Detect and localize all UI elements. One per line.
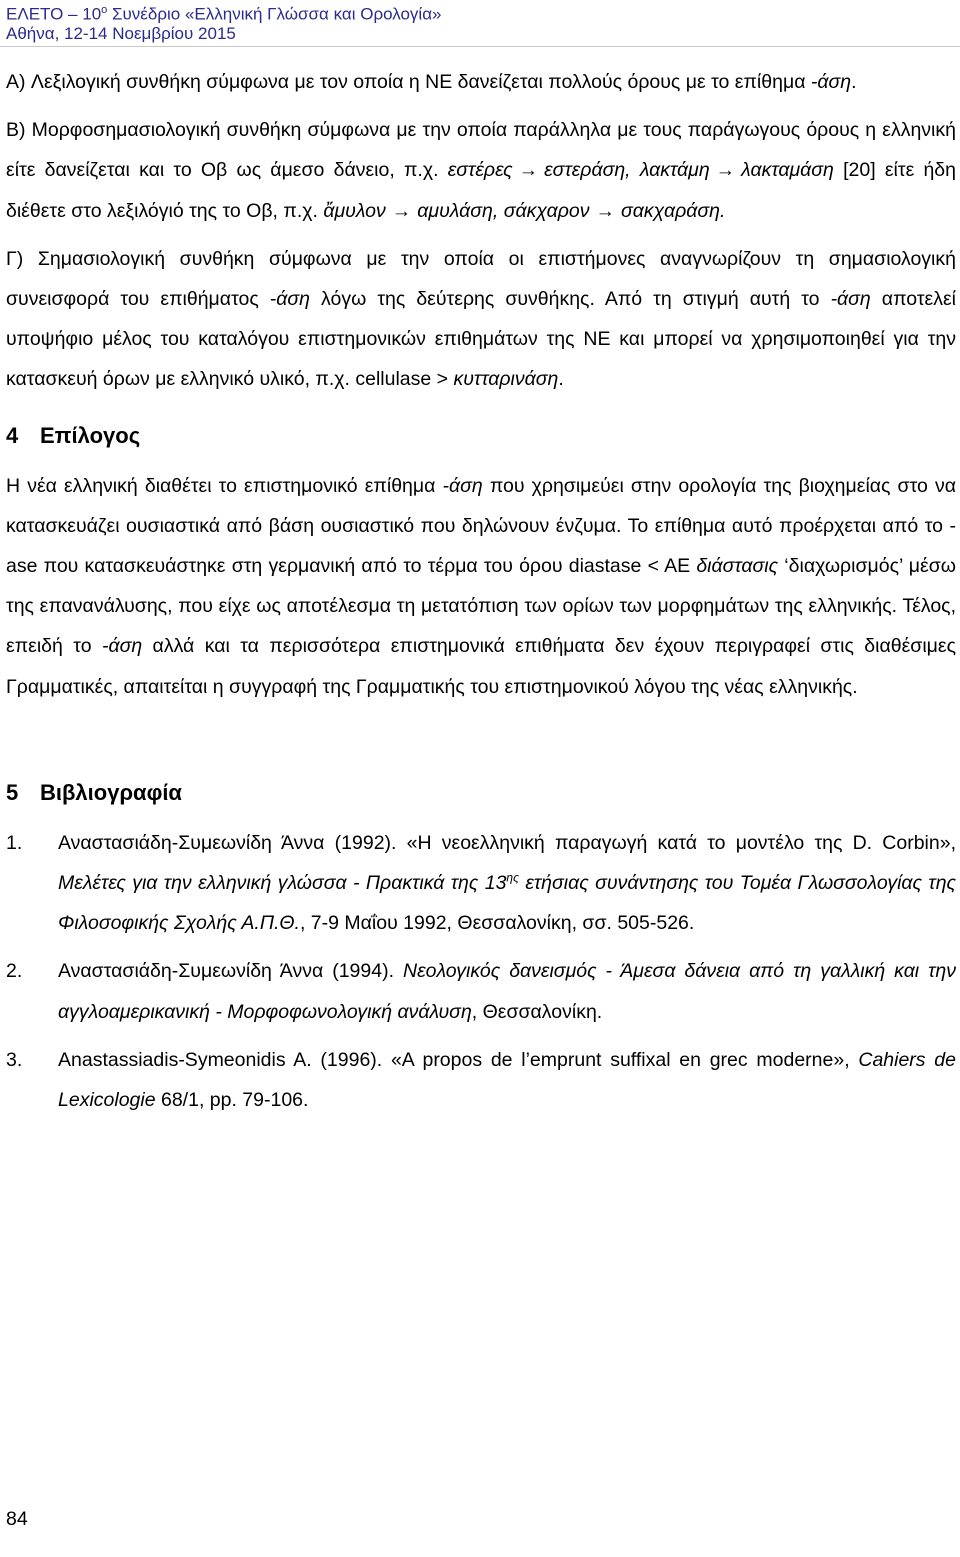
arrow-icon: →: [391, 199, 412, 222]
suffix-term: -άση: [810, 71, 852, 93]
suffix-term: -άση: [101, 635, 143, 658]
section-number: 4: [6, 422, 19, 448]
bibliography-item: [6, 1040, 956, 1120]
example-term: λακταμάση: [741, 159, 834, 182]
section-title: Βιβλιογραφία: [40, 779, 182, 805]
conference-title-suffix: Συνέδριο «Ελληνική Γλώσσα και Ορολογία»: [107, 4, 442, 24]
reference-title: Cahiers de Lexicologie: [58, 1048, 956, 1112]
example-term: εστέρες: [447, 159, 513, 182]
paragraph-a-end: .: [851, 71, 857, 93]
arrow-icon: →: [715, 159, 736, 182]
reference-details: 68/1, pp. 79-106.: [155, 1089, 309, 1112]
reference-title: Νεολογικός δανεισμός - Άμεσα δάνεια από τη γαλλική και την αγγλοαμερικανική - Μορφοφωνολογική ανάλυση: [58, 960, 956, 1023]
paragraph-c-text-3: αποτελεί υποψήφιο μέλος του καταλόγου επιστημονικών επιθημάτων της ΝΕ και μπορεί να χρησιμοποιηθεί για την κατασκευή όρων με ελληνικό υλικό, π.χ. cellulase >: [6, 288, 956, 391]
suffix-term: -άση: [830, 288, 871, 311]
section-title: Επίλογος: [40, 422, 141, 448]
epilogue-text-2: που χρησιμεύει στην ορολογία της βιοχημείας στο να κατασκευάζει ουσιαστικά από βάση ουσιαστικό που δηλώνουν ένζυμα. Το επίθημα αυτό προέρχεται από το -ase που κατασκευάστηκε στη γερμανική από το τέρμα του όρου diastase < AE: [6, 474, 956, 578]
reference-number: 1.: [6, 831, 23, 854]
section-number: 5: [6, 779, 19, 805]
example-term: σακχαράση.: [621, 199, 726, 222]
example-term: σάκχαρον: [503, 199, 590, 222]
reference-title: Μελέτες για την ελληνική γλώσσα - Πρακτικά της 13: [58, 872, 507, 895]
document-body: [6, 62, 956, 1128]
bibliography-list: [6, 823, 956, 1120]
running-header: [0, 0, 960, 47]
paragraph-b: [6, 110, 956, 231]
paragraph-a: [6, 62, 956, 102]
paragraph-c: [6, 239, 956, 400]
example-term: ἄμυλον: [323, 199, 386, 222]
example-term: εστεράση,: [544, 159, 631, 182]
paragraph-b-text: B) Μορφοσημασιολογική συνθήκη σύμφωνα με την οποία παράλληλα με τους παράγωγους όρους η ελληνική είτε δανείζεται και το Οβ ως άμεσο δάνειο, π.χ.: [6, 119, 956, 182]
reference-text: Αναστασιάδη-Συμεωνίδη Άννα (1992). «Η νεοελληνική παραγωγή κατά το μοντέλο της D. Corbin»,: [58, 831, 956, 854]
conference-ordinal: ο: [101, 4, 108, 16]
reference-text: Αναστασιάδη-Συμεωνίδη Άννα (1994).: [58, 960, 403, 983]
paragraph-c-end: .: [558, 368, 564, 391]
section-heading-bibliography: [6, 773, 956, 813]
reference-details: , Θεσσαλονίκη.: [471, 1000, 603, 1023]
paragraph-b-text-2: [20] είτε ήδη διέθετε στο λεξιλόγιό της το Οβ, π.χ.: [6, 159, 957, 222]
reference-number: 2.: [6, 960, 23, 983]
ordinal-superscript: ης: [506, 870, 519, 885]
suffix-term: -άση: [442, 474, 483, 497]
example-term: λακτάμη: [639, 159, 710, 182]
arrow-icon: →: [595, 199, 616, 222]
arrow-icon: →: [518, 159, 539, 182]
conference-title: [6, 4, 442, 25]
paragraph-c-text-2: λόγω της δεύτερης συνθήκης. Από τη στιγμή αυτή το: [309, 288, 831, 311]
epilogue-paragraph: [6, 466, 956, 707]
example-term: αμυλάση,: [417, 199, 499, 222]
paragraph-a-text: A) Λεξιλογική συνθήκη σύμφωνα με τον οποία η ΝΕ δανείζεται πολλούς όρους με το επίθημα: [6, 71, 811, 93]
paragraph-c-text: Γ) Σημασιολογική συνθήκη σύμφωνα με την οποία οι επιστήμονες αναγνωρίζουν τη σημασιολογική συνεισφορά του επιθήματος: [6, 247, 956, 311]
epilogue-text-4: αλλά και τα περισσότερα επιστημονικά επιθήματα δεν έχουν περιγραφεί στις διαθέσιμες Γραμματικές, απαιτείται η συγγραφή της Γραμματικής του επιστημονικού λόγου της νέας ελληνικής.: [6, 635, 956, 698]
suffix-term: -άση: [269, 288, 310, 311]
section-heading-epilogue: [6, 416, 956, 456]
reference-text: Anastassiadis-Symeonidis A. (1996). «A propos de l’emprunt suffixal en grec moderne»,: [58, 1048, 859, 1071]
reference-title-2: ετήσιας συνάντησης του Τομέα Γλωσσολογίας της Φιλοσοφικής Σχολής Α.Π.Θ.: [58, 872, 957, 935]
epilogue-text: Η νέα ελληνική διαθέτει το επιστημονικό επίθημα: [6, 474, 443, 497]
bibliography-item: [6, 823, 956, 944]
example-term: κυτταρινάση: [453, 368, 559, 391]
reference-number: 3.: [6, 1048, 23, 1071]
epilogue-text-3: ‘διαχωρισμός’ μέσω της επανανάλυσης, που είχε ως αποτέλεσμα τη μετατόπιση των ορίων των μορφημάτων της ελληνικής. Τέλος, επειδή το: [6, 555, 956, 658]
example-term: διάστασις: [696, 555, 779, 578]
conference-title-prefix: ΕΛΕΤΟ – 10: [6, 4, 102, 24]
reference-details: , 7-9 Μαΐου 1992, Θεσσαλονίκη, σσ. 505-526.: [299, 912, 695, 935]
bibliography-item: [6, 951, 956, 1031]
page-number: 84: [6, 1508, 28, 1530]
conference-location-date: Αθήνα, 12-14 Νοεμβρίου 2015: [6, 24, 236, 43]
